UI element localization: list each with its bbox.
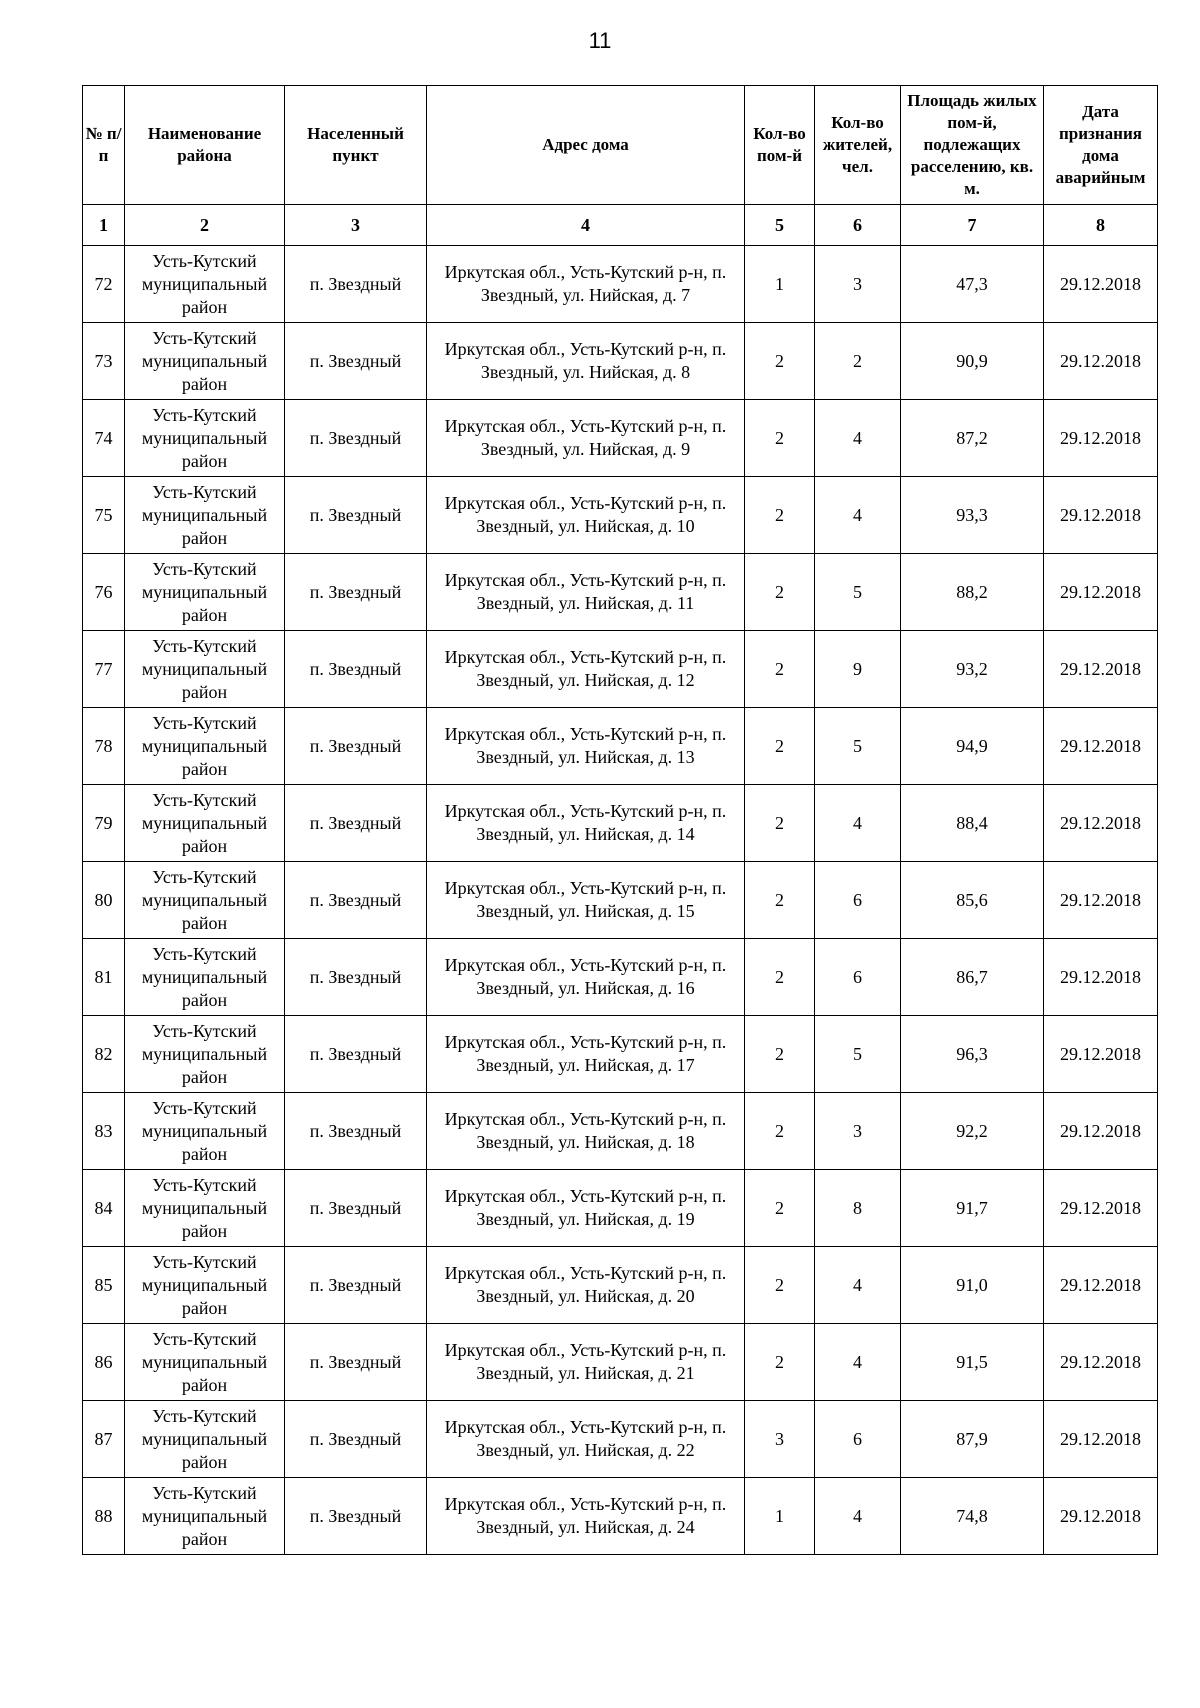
column-number: 5 [745,205,815,246]
address-cell: Иркутская обл., Усть-Кутский р-н, п. Звездный, ул. Нийская, д. 10 [427,477,745,554]
address-cell: Иркутская обл., Усть-Кутский р-н, п. Звездный, ул. Нийская, д. 9 [427,400,745,477]
header-district: Наименование района [125,86,285,205]
area-cell: 85,6 [901,862,1044,939]
table-row [83,1093,1158,1170]
area-cell: 88,2 [901,554,1044,631]
date-cell: 29.12.2018 [1044,1093,1158,1170]
area-cell: 88,4 [901,785,1044,862]
address-cell: Иркутская обл., Усть-Кутский р-н, п. Звездный, ул. Нийская, д. 17 [427,1016,745,1093]
residents-cell: 4 [815,400,901,477]
address-cell: Иркутская обл., Усть-Кутский р-н, п. Звездный, ул. Нийская, д. 13 [427,708,745,785]
units-cell: 2 [745,323,815,400]
residents-cell: 4 [815,785,901,862]
date-cell: 29.12.2018 [1044,400,1158,477]
settlement-cell: п. Звездный [285,785,427,862]
header-settlement: Населенный пункт [285,86,427,205]
row-number-cell: 86 [83,1324,125,1401]
district-cell: Усть-Кутский муниципальный район [125,862,285,939]
district-cell: Усть-Кутский муниципальный район [125,554,285,631]
units-cell: 2 [745,554,815,631]
row-number-cell: 78 [83,708,125,785]
table-row [83,400,1158,477]
units-cell: 2 [745,1016,815,1093]
settlement-cell: п. Звездный [285,1247,427,1324]
district-cell: Усть-Кутский муниципальный район [125,708,285,785]
units-cell: 2 [745,631,815,708]
address-cell: Иркутская обл., Усть-Кутский р-н, п. Звездный, ул. Нийская, д. 22 [427,1401,745,1478]
settlement-cell: п. Звездный [285,400,427,477]
units-cell: 2 [745,1170,815,1247]
date-cell: 29.12.2018 [1044,862,1158,939]
table-row [83,1401,1158,1478]
row-number-cell: 84 [83,1170,125,1247]
row-number-cell: 83 [83,1093,125,1170]
units-cell: 2 [745,708,815,785]
units-cell: 1 [745,246,815,323]
district-cell: Усть-Кутский муниципальный район [125,477,285,554]
page-number: 11 [588,28,612,53]
header-row [83,86,1158,205]
address-cell: Иркутская обл., Усть-Кутский р-н, п. Звездный, ул. Нийская, д. 11 [427,554,745,631]
row-number-cell: 87 [83,1401,125,1478]
table-row [83,1247,1158,1324]
units-cell: 2 [745,785,815,862]
address-cell: Иркутская обл., Усть-Кутский р-н, п. Звездный, ул. Нийская, д. 18 [427,1093,745,1170]
column-number: 8 [1044,205,1158,246]
date-cell: 29.12.2018 [1044,1170,1158,1247]
date-cell: 29.12.2018 [1044,1247,1158,1324]
units-cell: 1 [745,1478,815,1555]
residents-cell: 6 [815,1401,901,1478]
column-number: 6 [815,205,901,246]
column-number: 7 [901,205,1044,246]
settlement-cell: п. Звездный [285,939,427,1016]
header-residents: Кол-во жителей, чел. [815,86,901,205]
row-number-cell: 74 [83,400,125,477]
header-address: Адрес дома [427,86,745,205]
date-cell: 29.12.2018 [1044,1324,1158,1401]
units-cell: 2 [745,1247,815,1324]
row-number-cell: 77 [83,631,125,708]
settlement-cell: п. Звездный [285,477,427,554]
date-cell: 29.12.2018 [1044,785,1158,862]
area-cell: 92,2 [901,1093,1044,1170]
area-cell: 47,3 [901,246,1044,323]
settlement-cell: п. Звездный [285,1016,427,1093]
settlement-cell: п. Звездный [285,631,427,708]
address-cell: Иркутская обл., Усть-Кутский р-н, п. Звездный, ул. Нийская, д. 21 [427,1324,745,1401]
table-row [83,1016,1158,1093]
address-cell: Иркутская обл., Усть-Кутский р-н, п. Звездный, ул. Нийская, д. 16 [427,939,745,1016]
date-cell: 29.12.2018 [1044,631,1158,708]
settlement-cell: п. Звездный [285,708,427,785]
residents-cell: 6 [815,939,901,1016]
district-cell: Усть-Кутский муниципальный район [125,246,285,323]
area-cell: 91,0 [901,1247,1044,1324]
residents-cell: 5 [815,1016,901,1093]
area-cell: 91,7 [901,1170,1044,1247]
units-cell: 2 [745,939,815,1016]
address-cell: Иркутская обл., Усть-Кутский р-н, п. Звездный, ул. Нийская, д. 15 [427,862,745,939]
address-cell: Иркутская обл., Усть-Кутский р-н, п. Звездный, ул. Нийская, д. 8 [427,323,745,400]
area-cell: 87,2 [901,400,1044,477]
row-number-cell: 76 [83,554,125,631]
table-body [83,246,1158,1555]
settlement-cell: п. Звездный [285,1170,427,1247]
district-cell: Усть-Кутский муниципальный район [125,400,285,477]
district-cell: Усть-Кутский муниципальный район [125,785,285,862]
table-row [83,323,1158,400]
units-cell: 2 [745,477,815,554]
units-cell: 2 [745,400,815,477]
district-cell: Усть-Кутский муниципальный район [125,1478,285,1555]
district-cell: Усть-Кутский муниципальный район [125,1247,285,1324]
table-row [83,246,1158,323]
district-cell: Усть-Кутский муниципальный район [125,1401,285,1478]
area-cell: 96,3 [901,1016,1044,1093]
table-row [83,1478,1158,1555]
address-cell: Иркутская обл., Усть-Кутский р-н, п. Звездный, ул. Нийская, д. 24 [427,1478,745,1555]
residents-cell: 4 [815,1478,901,1555]
residents-cell: 3 [815,1093,901,1170]
date-cell: 29.12.2018 [1044,323,1158,400]
row-number-cell: 72 [83,246,125,323]
date-cell: 29.12.2018 [1044,939,1158,1016]
district-cell: Усть-Кутский муниципальный район [125,1170,285,1247]
row-number-cell: 75 [83,477,125,554]
settlement-cell: п. Звездный [285,1324,427,1401]
residents-cell: 3 [815,246,901,323]
residents-cell: 2 [815,323,901,400]
district-cell: Усть-Кутский муниципальный район [125,1093,285,1170]
table-row [83,1170,1158,1247]
area-cell: 91,5 [901,1324,1044,1401]
settlement-cell: п. Звездный [285,1401,427,1478]
address-cell: Иркутская обл., Усть-Кутский р-н, п. Звездный, ул. Нийская, д. 12 [427,631,745,708]
column-number-row [83,205,1158,246]
date-cell: 29.12.2018 [1044,246,1158,323]
residents-cell: 9 [815,631,901,708]
table-row [83,554,1158,631]
row-number-cell: 81 [83,939,125,1016]
residents-cell: 4 [815,1247,901,1324]
table-row [83,862,1158,939]
address-cell: Иркутская обл., Усть-Кутский р-н, п. Звездный, ул. Нийская, д. 19 [427,1170,745,1247]
residents-cell: 4 [815,1324,901,1401]
area-cell: 86,7 [901,939,1044,1016]
residents-cell: 4 [815,477,901,554]
units-cell: 2 [745,1093,815,1170]
table-row [83,1324,1158,1401]
table-row [83,477,1158,554]
units-cell: 2 [745,862,815,939]
district-cell: Усть-Кутский муниципальный район [125,631,285,708]
settlement-cell: п. Звездный [285,246,427,323]
settlement-cell: п. Звездный [285,1093,427,1170]
column-number: 3 [285,205,427,246]
area-cell: 74,8 [901,1478,1044,1555]
settlement-cell: п. Звездный [285,554,427,631]
table-row [83,785,1158,862]
header-area: Площадь жилых пом-й, подлежащих расселению, кв. м. [901,86,1044,205]
area-cell: 93,3 [901,477,1044,554]
area-cell: 87,9 [901,1401,1044,1478]
settlement-cell: п. Звездный [285,862,427,939]
address-cell: Иркутская обл., Усть-Кутский р-н, п. Звездный, ул. Нийская, д. 7 [427,246,745,323]
header-date: Дата признания дома аварийным [1044,86,1158,205]
district-cell: Усть-Кутский муниципальный район [125,1016,285,1093]
area-cell: 90,9 [901,323,1044,400]
column-number: 1 [83,205,125,246]
row-number-cell: 88 [83,1478,125,1555]
residents-cell: 5 [815,554,901,631]
residents-cell: 5 [815,708,901,785]
table-row [83,939,1158,1016]
district-cell: Усть-Кутский муниципальный район [125,1324,285,1401]
area-cell: 93,2 [901,631,1044,708]
column-number: 4 [427,205,745,246]
district-cell: Усть-Кутский муниципальный район [125,323,285,400]
residents-cell: 8 [815,1170,901,1247]
date-cell: 29.12.2018 [1044,477,1158,554]
row-number-cell: 79 [83,785,125,862]
row-number-cell: 80 [83,862,125,939]
address-cell: Иркутская обл., Усть-Кутский р-н, п. Звездный, ул. Нийская, д. 14 [427,785,745,862]
table-row [83,631,1158,708]
table-row [83,708,1158,785]
date-cell: 29.12.2018 [1044,1016,1158,1093]
date-cell: 29.12.2018 [1044,554,1158,631]
date-cell: 29.12.2018 [1044,1478,1158,1555]
settlement-cell: п. Звездный [285,1478,427,1555]
row-number-cell: 73 [83,323,125,400]
district-cell: Усть-Кутский муниципальный район [125,939,285,1016]
header-row-number: № п/п [83,86,125,205]
row-number-cell: 82 [83,1016,125,1093]
row-number-cell: 85 [83,1247,125,1324]
units-cell: 3 [745,1401,815,1478]
area-cell: 94,9 [901,708,1044,785]
date-cell: 29.12.2018 [1044,1401,1158,1478]
address-cell: Иркутская обл., Усть-Кутский р-н, п. Звездный, ул. Нийская, д. 20 [427,1247,745,1324]
residents-cell: 6 [815,862,901,939]
settlement-cell: п. Звездный [285,323,427,400]
date-cell: 29.12.2018 [1044,708,1158,785]
emergency-housing-table [82,85,1158,1555]
column-number: 2 [125,205,285,246]
units-cell: 2 [745,1324,815,1401]
header-units: Кол-во пом-й [745,86,815,205]
